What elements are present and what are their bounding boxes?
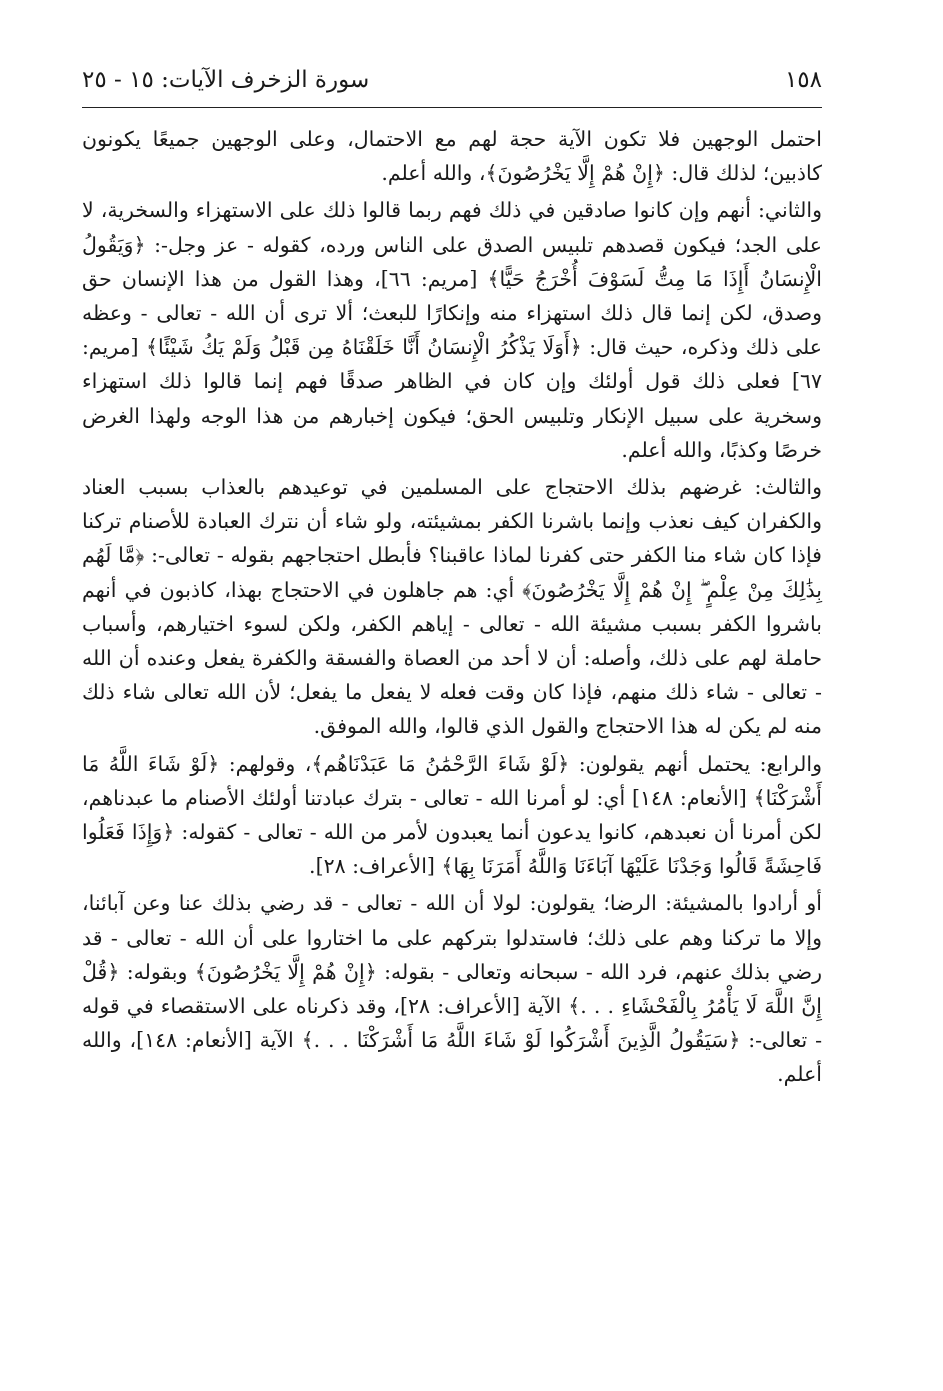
paragraph-5: أو أرادوا بالمشيئة: الرضا؛ يقولون: لولا أن الله - تعالى - قد رضي بذلك عنا وعن آبائنا، وإلا ما تركنا وهم على ذلك؛ فاستدلوا بتركهم على ما اختاروا على أن الله - تعالى - قد رضي بذلك عنهم، فرد الله - سبحانه وتعالى - بقوله: ﴿إِنْ هُمْ إِلَّا يَخْرُصُونَ﴾ وبقوله: ﴿قُلْ إِنَّ اللَّهَ لَا يَأْمُرُ بِالْفَحْشَاءِ . . .﴾ الآية [الأعراف: ٢٨]، وقد ذكرناه على الاستقصاء في قوله - تعالى-: ﴿سَيَقُولُ الَّذِينَ أَشْرَكُوا لَوْ شَاءَ اللَّهُ مَا أَشْرَكْنَا . . .﴾ الآية [الأنعام: ١٤٨]، والله أعلم. [82, 891, 823, 1087]
header-divider [82, 107, 822, 108]
page-header [82, 60, 822, 100]
paragraph-2: والثاني: أنهم وإن كانوا صادقين في ذلك فهم ربما قالوا ذلك على الاستهزاء والسخرية، لا على الجد؛ فيكون قصدهم تلبيس الصدق على الناس ورده، كقوله - عز وجل-: ﴿وَيَقُولُ الْإِنسَانُ أَإِذَا مَا مِتُّ لَسَوْفَ أُخْرَجُ حَيًّا﴾ [مريم: ٦٦]، وهذا القول من هذا الإنسان حق وصدق، لكن إنما قال ذلك استهزاء منه وإنكارًا للبعث؛ ألا ترى أن الله - تعالى - وعظه على ذلك وذكره، حيث قال: ﴿أَوَلَا يَذْكُرُ الْإِنسَانُ أَنَّا خَلَقْنَاهُ مِن قَبْلُ وَلَمْ يَكُ شَيْئًا﴾ [مريم: ٦٧] فعلى ذلك قول أولئك وإن كان في الظاهر صدقًا فهم إنما قالوا ذلك استهزاء وسخرية على سبيل الإنكار وتلبيس الحق؛ فيكون إخبارهم من هذا الوجه ولهذا الغرض خرصًا وكذبًا، والله أعلم. [82, 198, 822, 462]
chapter-title: سورة الزخرف الآيات: ١٥ - ٢٥ [82, 67, 370, 93]
page-number: ١٥٨ [784, 67, 822, 93]
paragraph-4: والرابع: يحتمل أنهم يقولون: ﴿لَوْ شَاءَ الرَّحْمَٰنُ مَا عَبَدْنَاهُم﴾، وقولهم: ﴿لَوْ شَاءَ اللَّهُ مَا أَشْرَكْنَا﴾ [الأنعام: ١٤٨] أي: لو أمرنا الله - تعالى - بترك عبادتنا أولئك الأصنام ما عبدناهم، لكن أمرنا أن نعبدهم، كانوا يدعون أنما يعبدون لأمر من الله - تعالى - كقوله: ﴿وَإِذَا فَعَلُوا فَاحِشَةً قَالُوا وَجَدْنَا عَلَيْهَا آبَاءَنَا وَاللَّهُ أَمَرَنَا بِهَا﴾ [الأعراف: ٢٨]. [82, 751, 822, 879]
paragraph-1: احتمل الوجهين فلا تكون الآية حجة لهم مع الاحتمال، وعلى الوجهين جميعًا يكونون كاذبين؛ لذلك قال: ﴿إِنْ هُمْ إِلَّا يَخْرُصُونَ﴾، والله أعلم. [82, 127, 822, 186]
paragraph-3: والثالث: غرضهم بذلك الاحتجاج على المسلمين في توعيدهم بالعذاب بسبب العناد والكفران كيف نعذب وإنما باشرنا الكفر بمشيئته، ولو شاء أن نترك العبادة للأصنام تركنا فإذا كان شاء منا الكفر حتى كفرنا لماذا عاقبنا؟ فأبطل احتجاجهم بقوله - تعالى-: ﴿مَّا لَهُم بِذَٰلِكَ مِنْ عِلْمٍ ۖ إِنْ هُمْ إِلَّا يَخْرُصُونَ﴾ أي: هم جاهلون في الاحتجاج بهذا، كاذبون في أنهم باشروا الكفر بسبب مشيئة الله - تعالى - إياهم الكفر، ولكن لسوء اختيارهم، وأسباب حاملة لهم على ذلك، وأصله: أن لا أحد من العصاة والفسقة والكفرة يفعل وعنده أن الله - تعالى - شاء ذلك منهم، فإذا كان وقت فعله لا يفعل ما يفعل؛ لأن الله تعالى شاء ذلك منه لم يكن له هذا الاحتجاج والقول الذي قالوا، والله الموفق. [82, 475, 822, 739]
body-text [82, 122, 822, 1095]
